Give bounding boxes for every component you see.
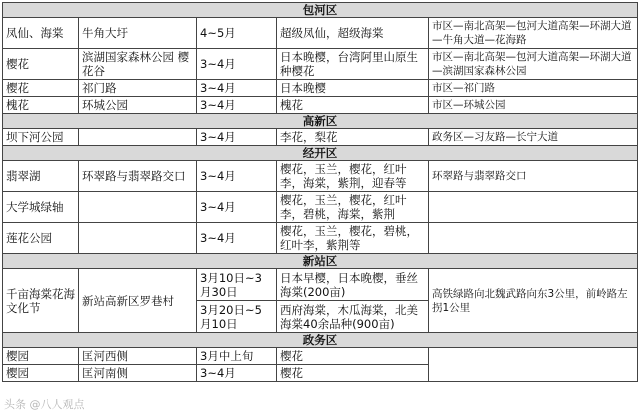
section-header: 高新区 (3, 114, 638, 129)
time-cell: 3~4月 (197, 49, 277, 80)
flowers-cell: 槐花 (277, 97, 429, 114)
time-cell: 3月10日~3月30日 (197, 269, 277, 301)
time-cell: 3月中上旬 (197, 348, 277, 365)
route-cell: 高铁绿路向北魏武路向东3公里，前岭路左拐1公里 (429, 269, 638, 333)
time-cell: 3~4月 (197, 161, 277, 192)
section-header: 新站区 (3, 254, 638, 269)
flowers-cell: 日本晚樱，台湾阿里山原生种樱花 (277, 49, 429, 80)
place-cell: 大学城绿轴 (3, 192, 79, 223)
route-cell (429, 223, 638, 254)
time-cell: 3~4月 (197, 97, 277, 114)
place-cell: 翡翠湖 (3, 161, 79, 192)
place-cell: 凤仙、海棠 (3, 18, 79, 49)
time-cell: 3~4月 (197, 80, 277, 97)
location-cell: 牛角大圩 (79, 18, 197, 49)
flowers-cell: 西府海棠，木瓜海棠，北美海棠40余品种(900亩) (277, 301, 429, 333)
route-cell: 市区—祁门路 (429, 80, 638, 97)
place-cell: 千亩海棠花海文化节 (3, 269, 79, 333)
flowers-cell: 李花，梨花 (277, 129, 429, 146)
section-header: 政务区 (3, 333, 638, 348)
time-cell: 3~4月 (197, 365, 277, 382)
location-cell: 环翠路与翡翠路交口 (79, 161, 197, 192)
route-cell: 市区—南北高架—包河大道高架—环湖大道—滨湖国家森林公园 (429, 49, 638, 80)
time-cell: 4~5月 (197, 18, 277, 49)
place-cell: 槐花 (3, 97, 79, 114)
place-cell: 樱花 (3, 80, 79, 97)
route-cell: 市区—环城公园 (429, 97, 638, 114)
location-cell (79, 223, 197, 254)
flowers-cell: 日本早樱，日本晚樱，垂丝海棠(200亩) (277, 269, 429, 301)
flower-viewing-table (2, 2, 638, 382)
time-cell: 3~4月 (197, 223, 277, 254)
place-cell: 坝下河公园 (3, 129, 79, 146)
time-cell: 3~4月 (197, 129, 277, 146)
flowers-cell: 樱花，玉兰，樱花，碧桃，红叶李，紫荆等 (277, 223, 429, 254)
route-cell: 政务区—习友路—长宁大道 (429, 129, 638, 146)
time-cell: 3月20日~5月10日 (197, 301, 277, 333)
watermark: 头条 @八人观点 (4, 398, 85, 411)
flowers-cell: 樱花 (277, 365, 429, 382)
time-cell: 3~4月 (197, 192, 277, 223)
flowers-cell: 超级凤仙，超级海棠 (277, 18, 429, 49)
route-cell (429, 192, 638, 223)
route-cell (429, 348, 638, 382)
section-header: 经开区 (3, 146, 638, 161)
location-cell: 祁门路 (79, 80, 197, 97)
location-cell: 匡河南侧 (79, 365, 197, 382)
place-cell: 樱园 (3, 348, 79, 365)
location-cell: 环城公园 (79, 97, 197, 114)
location-cell: 滨湖国家森林公园 樱花谷 (79, 49, 197, 80)
place-cell: 樱园 (3, 365, 79, 382)
location-cell: 新站高新区罗巷村 (79, 269, 197, 333)
route-cell: 环翠路与翡翠路交口 (429, 161, 638, 192)
location-cell (79, 129, 197, 146)
flowers-cell: 日本晚樱 (277, 80, 429, 97)
place-cell: 樱花 (3, 49, 79, 80)
route-cell: 市区—南北高架—包河大道高架—环湖大道—牛角大道—花海路 (429, 18, 638, 49)
place-cell: 莲花公园 (3, 223, 79, 254)
section-header: 包河区 (3, 3, 638, 18)
flowers-cell: 樱花，玉兰，樱花，红叶李，碧桃，海棠，紫荆 (277, 192, 429, 223)
flowers-cell: 樱花，玉兰，樱花，红叶李，海棠，紫荆，迎春等 (277, 161, 429, 192)
flowers-cell: 樱花 (277, 348, 429, 365)
location-cell (79, 192, 197, 223)
location-cell: 匡河西侧 (79, 348, 197, 365)
